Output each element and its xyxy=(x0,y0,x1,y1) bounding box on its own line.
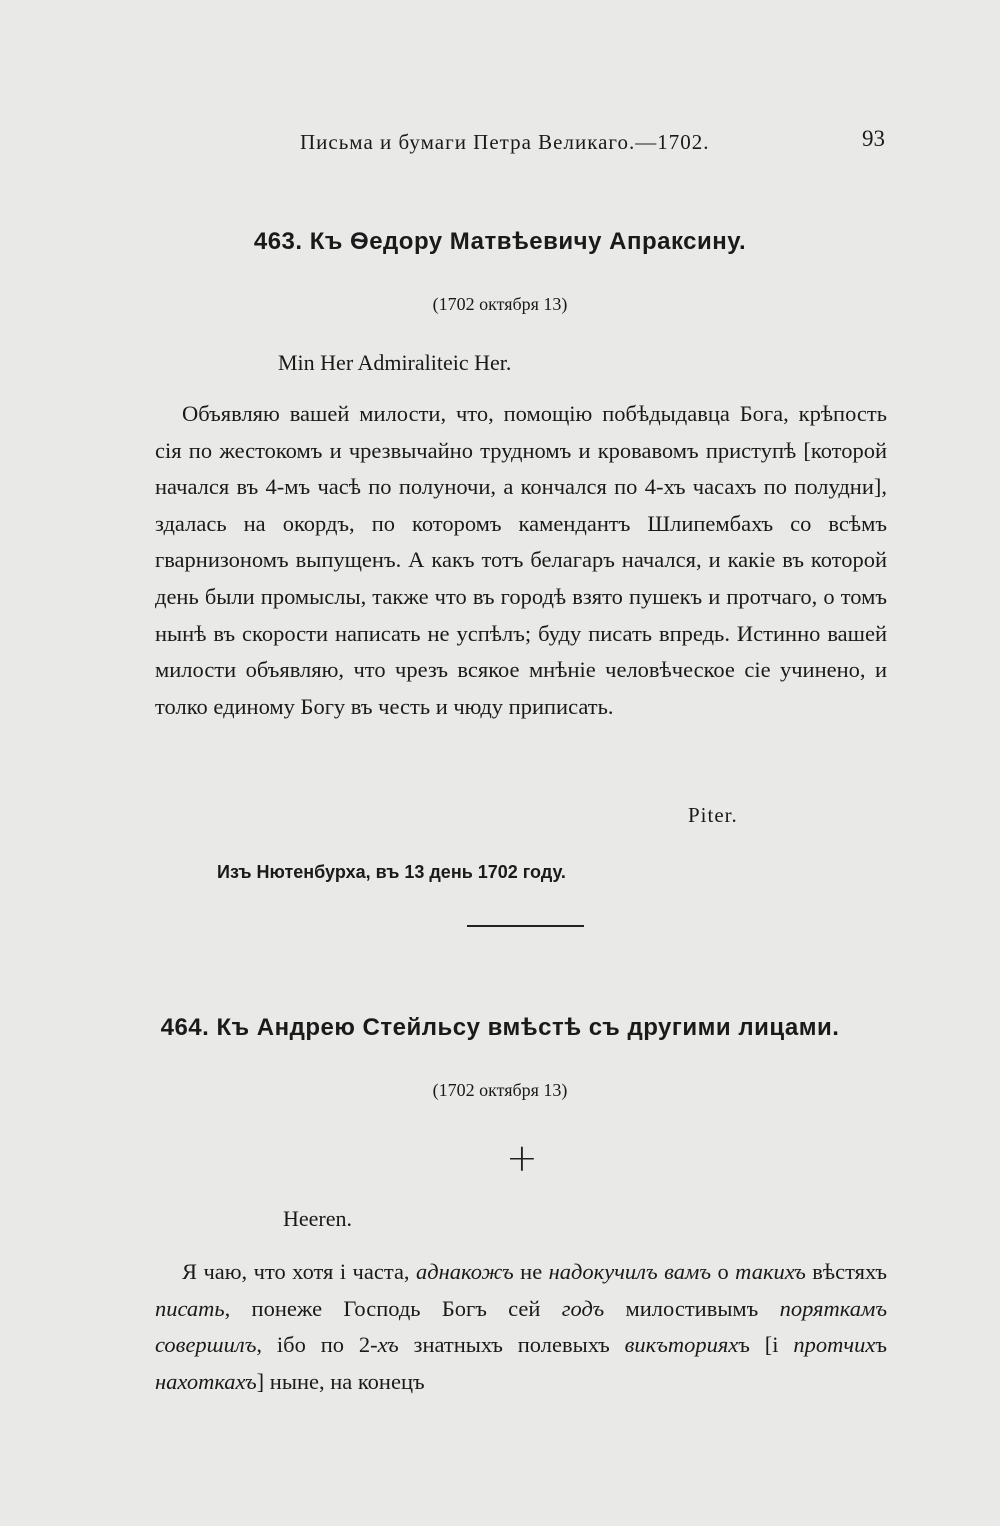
italic-run: вамъ xyxy=(664,1259,712,1284)
letter-464-salutation: Heeren. xyxy=(283,1206,353,1231)
italic-run: викъториях xyxy=(624,1332,739,1358)
italic-run: протчих xyxy=(793,1332,876,1358)
body-text-run: милостивымъ xyxy=(604,1295,780,1321)
body-text-run: не xyxy=(513,1259,549,1284)
italic-run: хъ xyxy=(377,1332,399,1358)
letter-463-salutation: Min Her Admiraliteic Her. xyxy=(278,350,512,375)
letter-464-heading: 464. Къ Андрею Стейльсу вмѣстѣ съ другими лицами. xyxy=(160,1014,840,1041)
italic-run: совершилъ xyxy=(155,1332,257,1358)
section-divider xyxy=(467,925,584,927)
body-text-run: вѣстяхъ xyxy=(805,1259,888,1284)
running-title: Письма и бумаги Петра Великаго.—1702. xyxy=(300,130,710,154)
italic-run: писать xyxy=(155,1295,225,1321)
letter-463-date: (1702 октября 13) xyxy=(432,294,568,314)
body-text-run: ъ xyxy=(875,1332,887,1358)
italic-run: нахоткахъ xyxy=(155,1368,257,1394)
letter-463-signature: Piter. xyxy=(688,803,738,827)
body-text-run: ] ныне, на конецъ xyxy=(256,1368,425,1394)
body-text-run: знатныхъ полевыхъ xyxy=(398,1332,625,1358)
body-text-run: о xyxy=(711,1259,736,1284)
running-head xyxy=(300,122,885,162)
letter-464-date: (1702 октября 13) xyxy=(432,1080,568,1100)
body-text-run: , ібо по 2- xyxy=(256,1332,378,1358)
body-text-run: Я чаю, что хотя і часта, xyxy=(182,1259,416,1284)
letter-464-body xyxy=(155,1254,887,1400)
italic-run: такихъ xyxy=(735,1259,806,1284)
letter-463-body: Объявляю вашей милости, что, помощію побѣдыдавца Бога, крѣпость сія по жестокомъ и чрезвычайно трудномъ и кровавомъ приступѣ [которой начался въ 4-мъ часѣ по полуночи, а кончался по 4-хъ часахъ по полудни], здалась на окордъ, по которомъ камендантъ Шлипембахъ со всѣмъ гварнизономъ выпущенъ. А какъ тотъ белагаръ начался, и какіе въ которой день были промыслы, также что въ городѣ взято пушекъ и протчаго, о томъ нынѣ въ скорости написать не успѣлъ; буду писать впредь. Истинно вашей милости объявляю, что чрезъ всякое мнѣніе человѣческое сіе учинено, и толко единому Богу въ честь и чюду приписать. xyxy=(155,401,887,719)
italic-run: надокучилъ xyxy=(548,1259,658,1284)
body-text-run: , понеже Господь Богъ сей xyxy=(224,1295,562,1321)
italic-run: аднакожъ xyxy=(416,1259,514,1284)
italic-run: поряткамъ xyxy=(779,1295,888,1321)
page-number: 93 xyxy=(862,126,885,151)
letter-463-place-date: Изъ Нютенбурха, въ 13 день 1702 году. xyxy=(217,862,566,882)
body-text-run: ъ [і xyxy=(738,1332,794,1358)
italic-run: годъ xyxy=(561,1295,605,1321)
letter-463-heading: 463. Къ Ѳедору Матвѣевичу Апраксину. xyxy=(253,228,747,255)
cross-mark: + xyxy=(506,1136,538,1180)
